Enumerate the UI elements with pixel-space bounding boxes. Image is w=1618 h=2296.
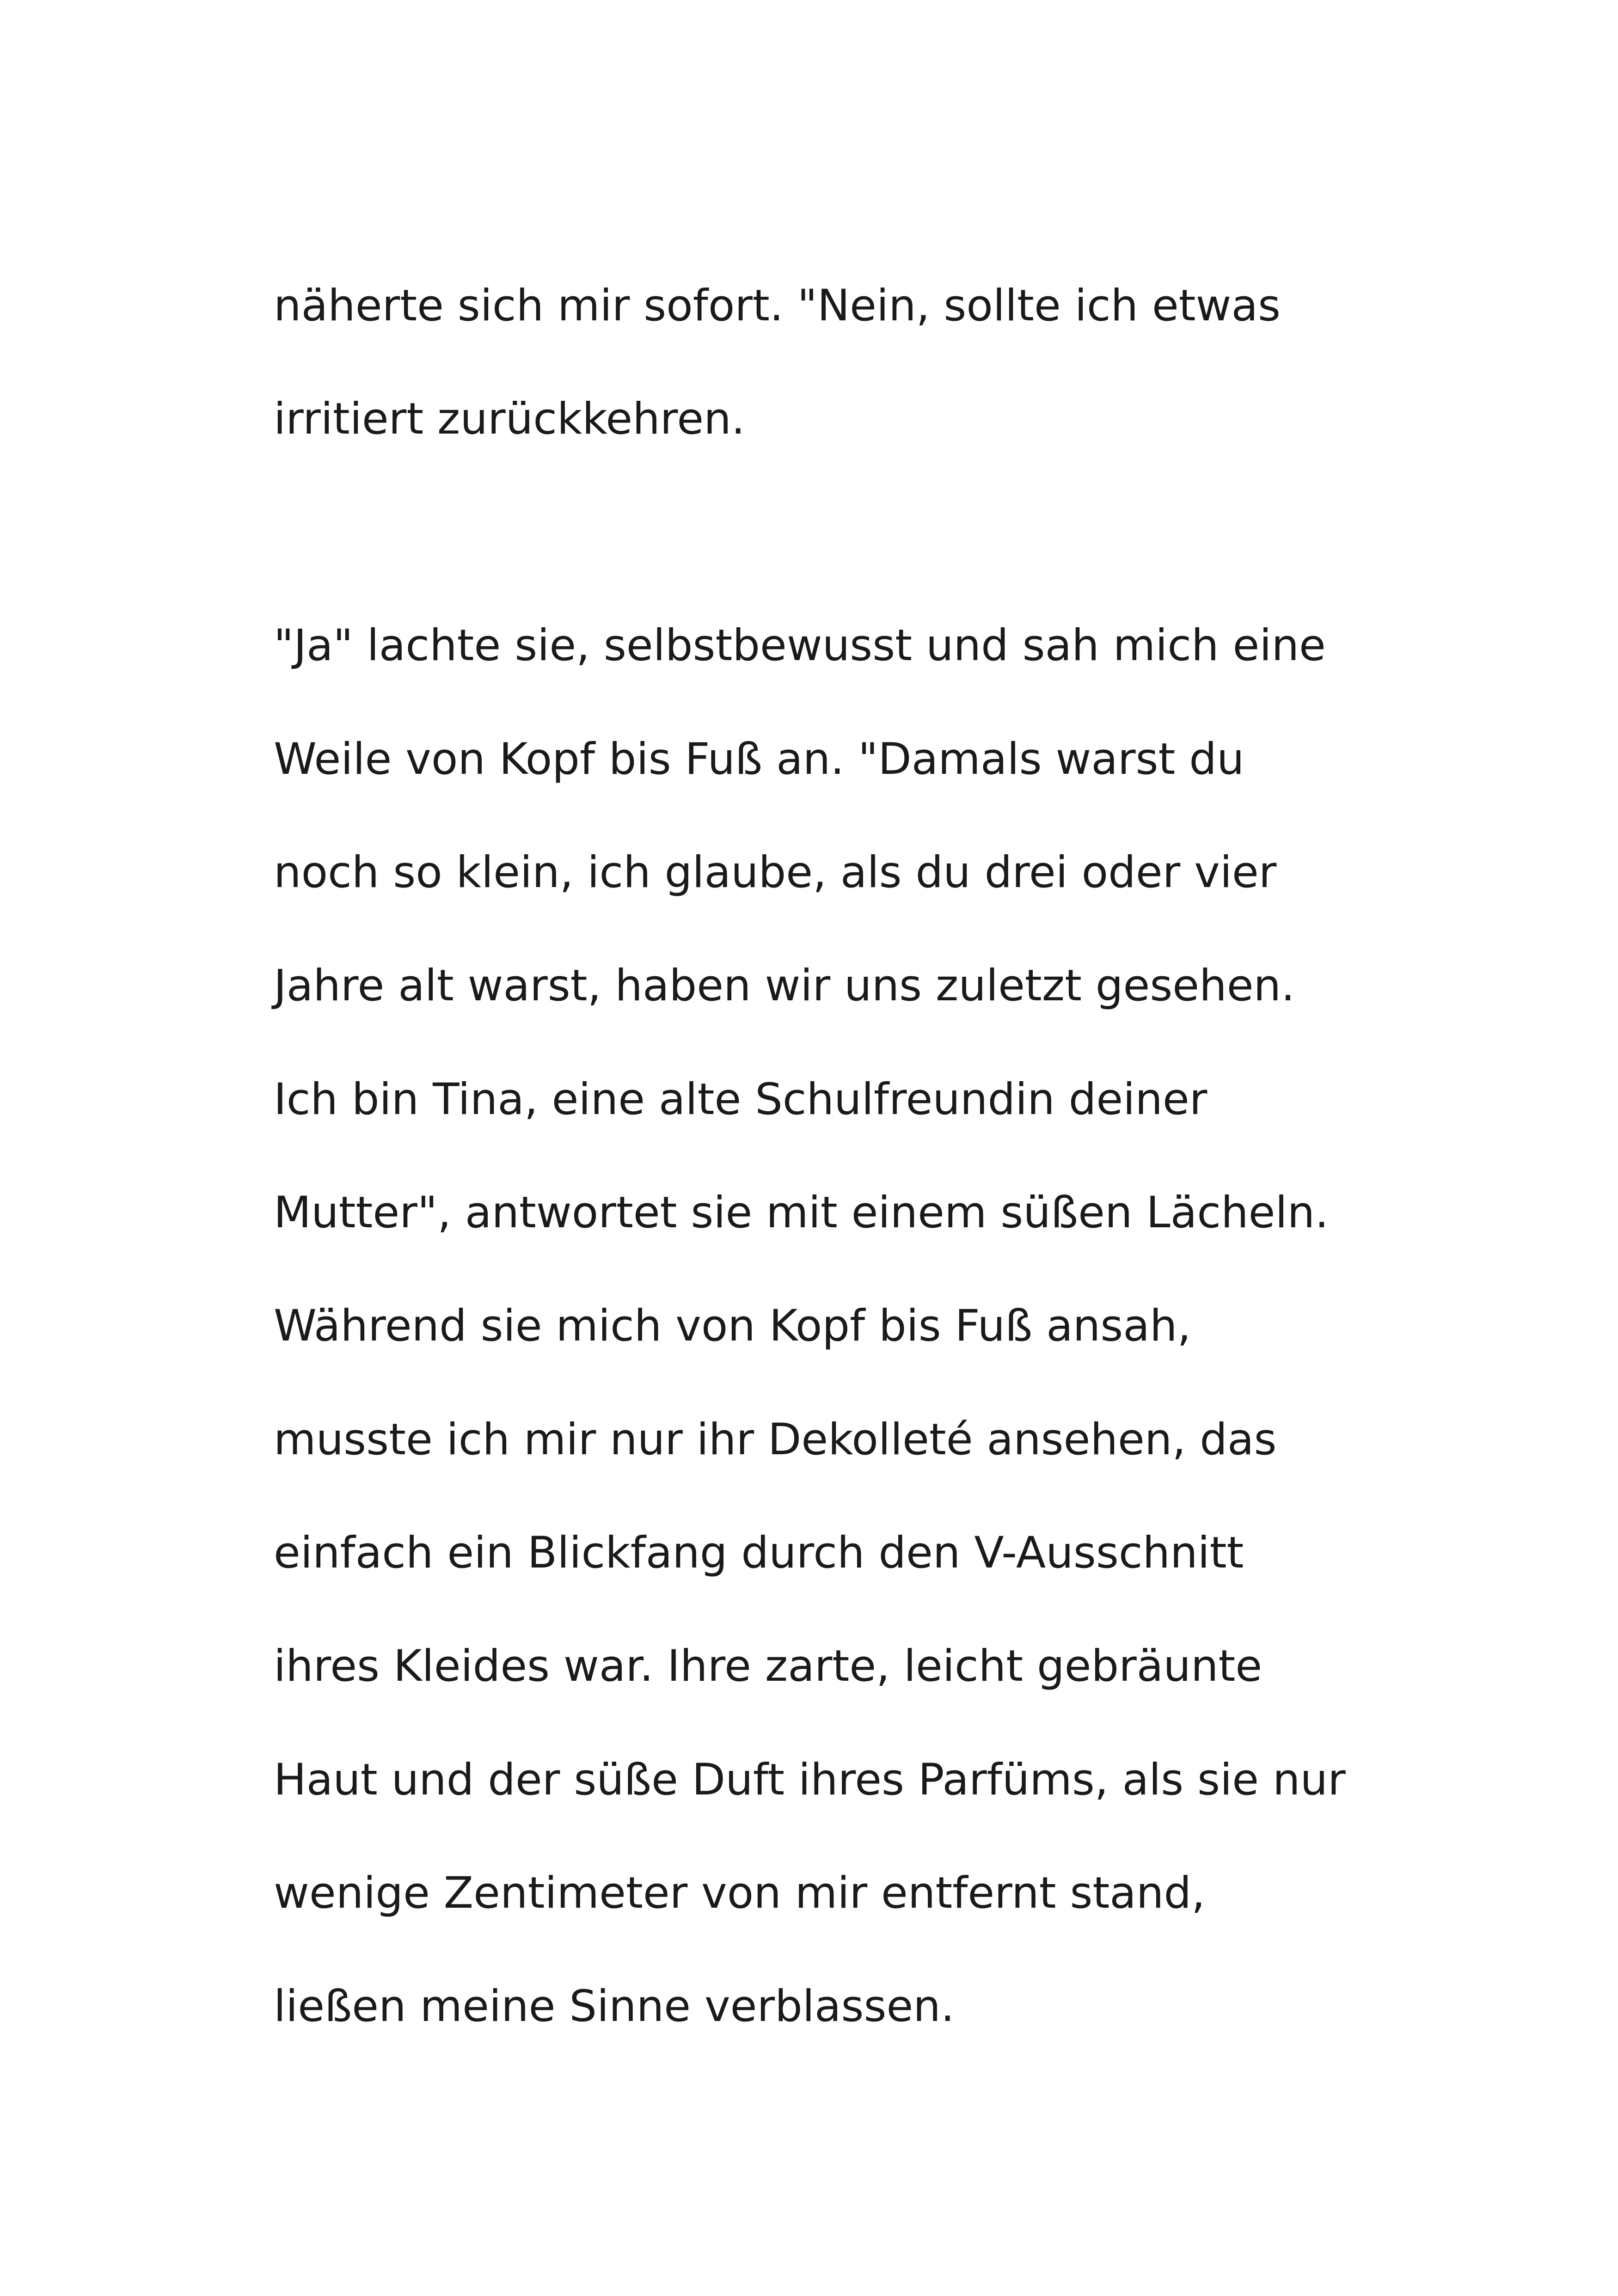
text-line: Jahre alt warst, haben wir uns zuletzt gesehen. xyxy=(274,961,1295,1011)
text-line: ihres Kleides war. Ihre zarte, leicht gebräunte xyxy=(274,1641,1263,1691)
text-line: wenige Zentimeter von mir entfernt stand, xyxy=(274,1868,1206,1918)
text-line: näherte sich mir sofort. "Nein, sollte ich etwas xyxy=(274,281,1281,331)
text-line: irritiert zurückkehren. xyxy=(274,394,745,444)
text-line: noch so klein, ich glaube, als du drei oder vier xyxy=(274,847,1277,898)
text-line: Während sie mich von Kopf bis Fuß ansah, xyxy=(274,1301,1191,1351)
text-line: Mutter", antwortet sie mit einem süßen Lächeln. xyxy=(274,1188,1329,1238)
text-line: Ich bin Tina, eine alte Schulfreundin deiner xyxy=(274,1074,1207,1125)
text-line: einfach ein Blickfang durch den V-Ausschnitt xyxy=(274,1528,1244,1578)
text-line: Haut und der süße Duft ihres Parfüms, als sie nur xyxy=(274,1755,1346,1805)
text-line: musste ich mir nur ihr Dekolleté ansehen, das xyxy=(274,1414,1277,1465)
text-line: ließen meine Sinne verblassen. xyxy=(274,1981,955,2032)
text-line: Weile von Kopf bis Fuß an. "Damals warst du xyxy=(274,734,1244,784)
text-line: "Ja" lachte sie, selbstbewusst und sah mich eine xyxy=(274,620,1326,671)
